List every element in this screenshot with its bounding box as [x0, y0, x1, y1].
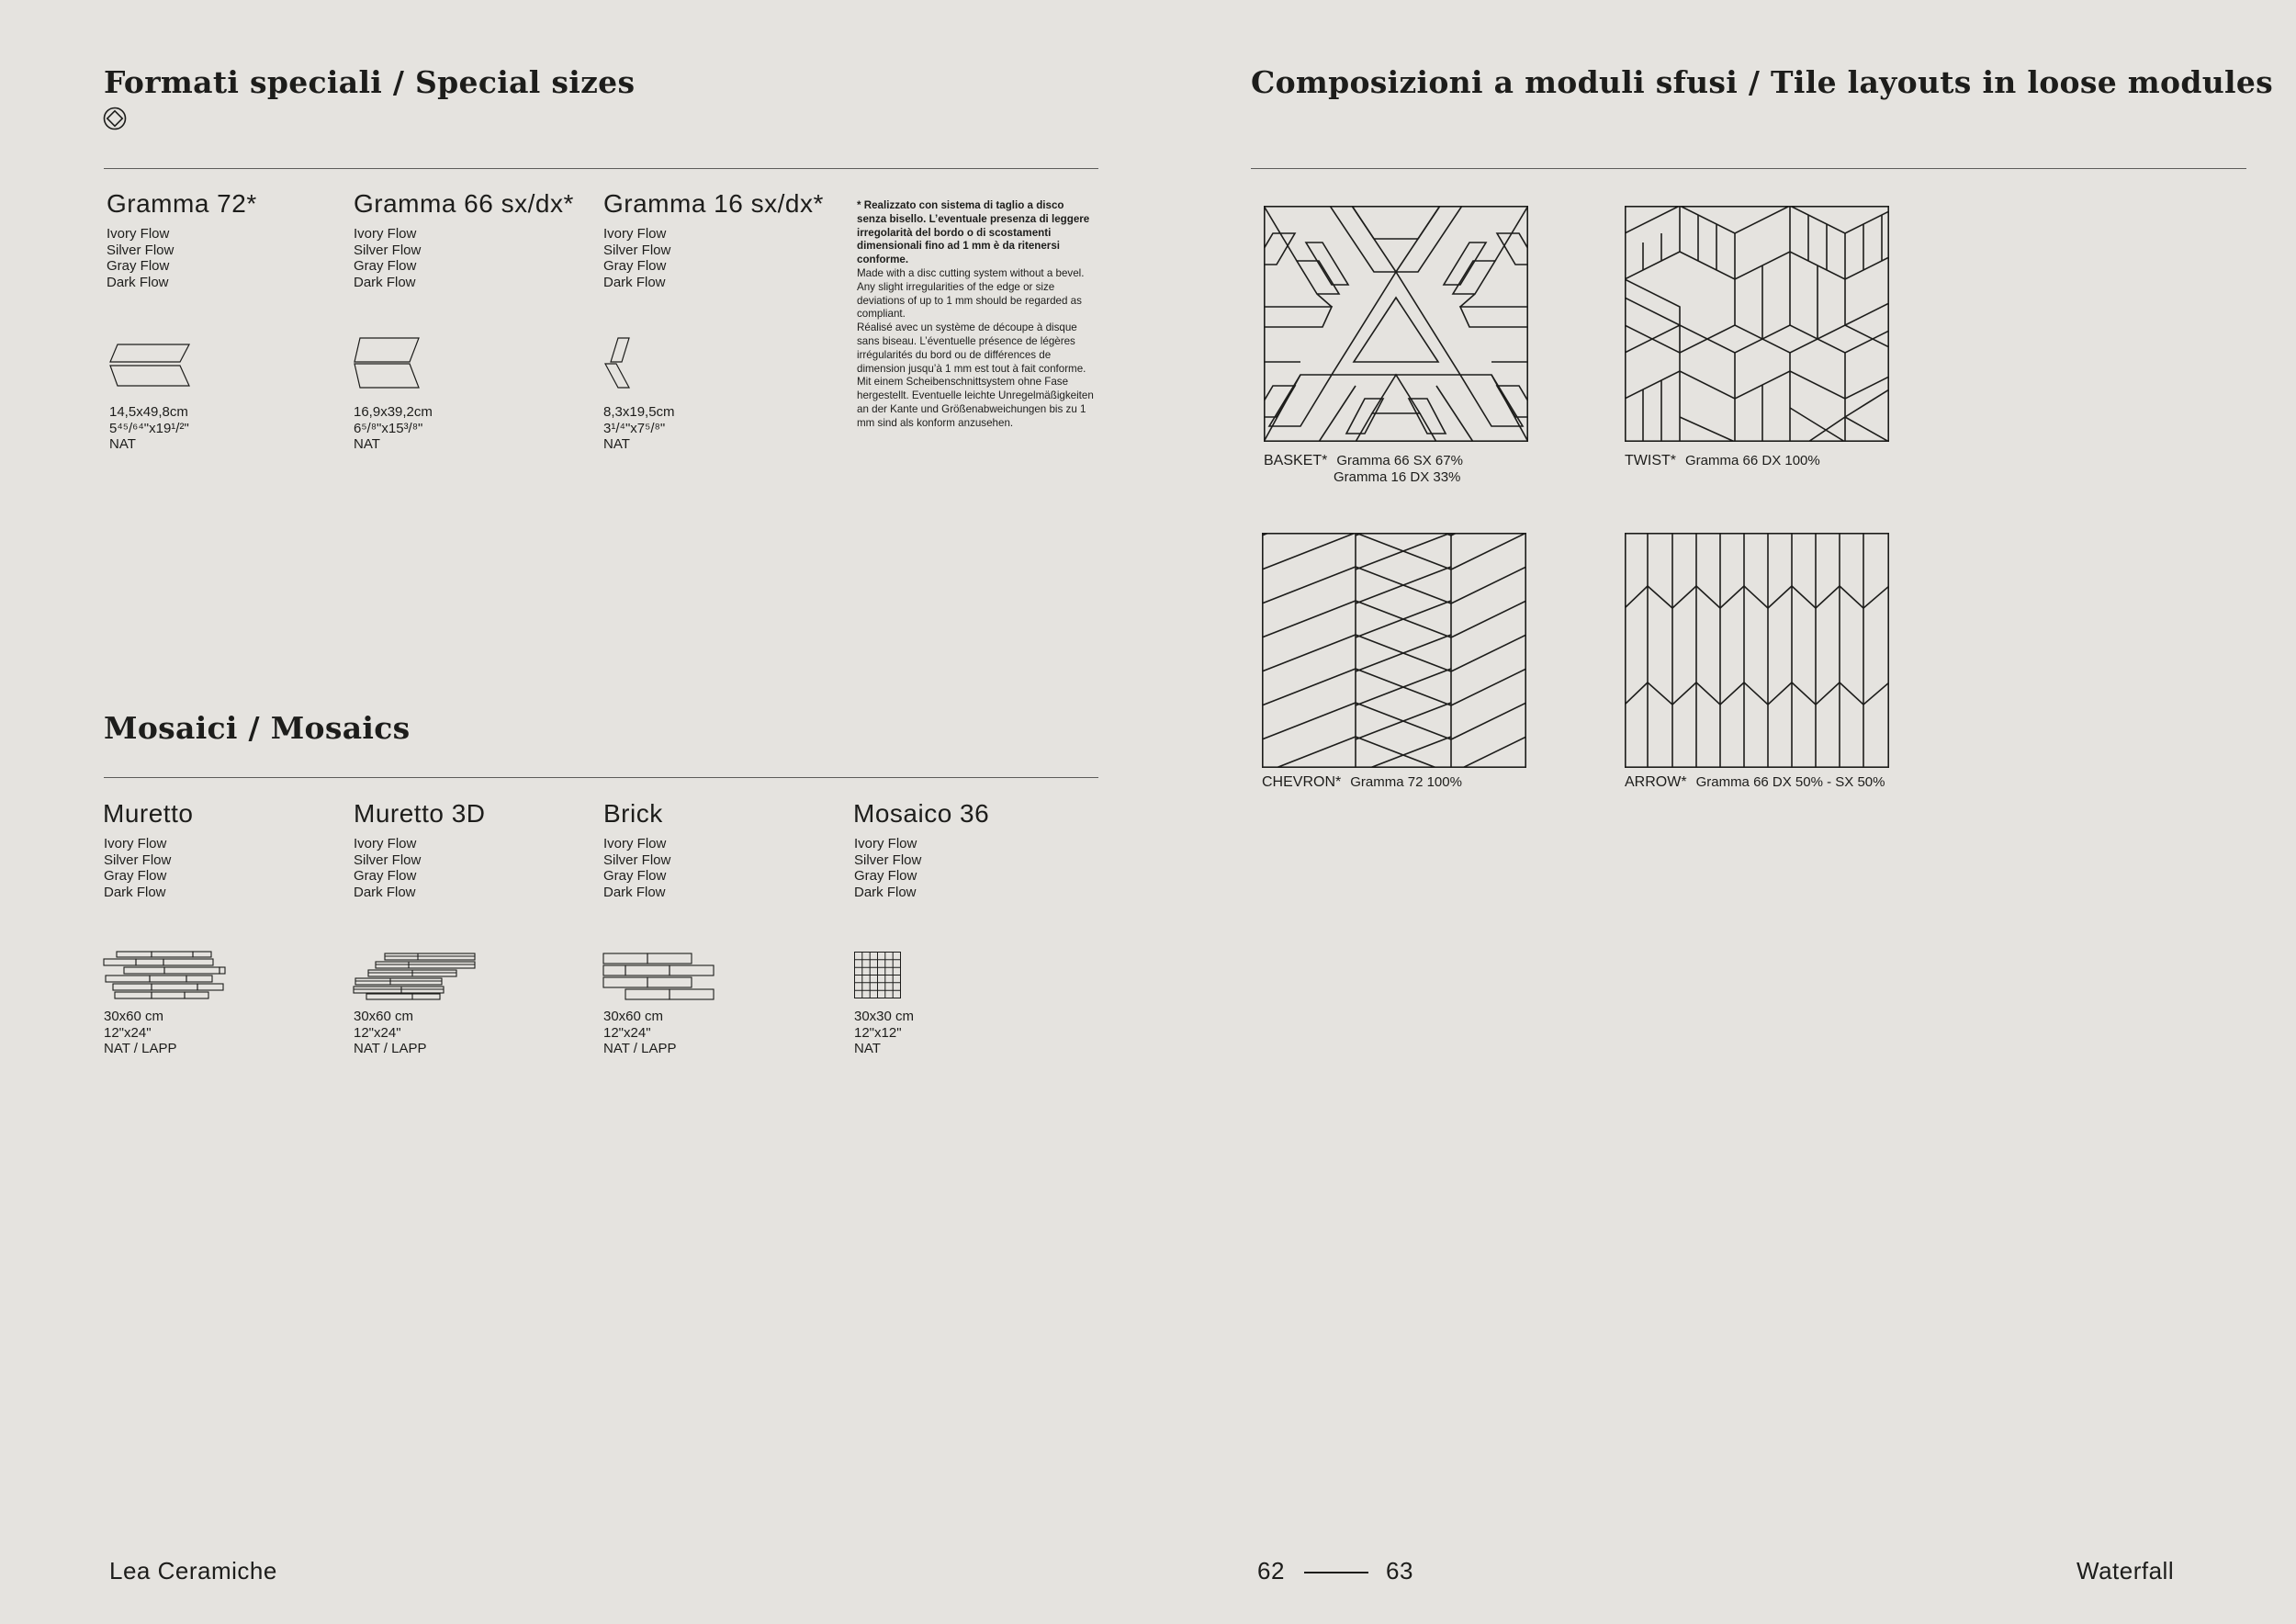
tile-shape-icon — [108, 342, 191, 389]
chevron-line — [1262, 839, 1356, 875]
arrow-zigzag — [1672, 586, 1696, 608]
layout-desc: Gramma 66 DX 100% — [1685, 453, 1820, 468]
dimensions — [603, 404, 675, 453]
dimensions — [354, 1009, 426, 1057]
arrow-caption — [1625, 774, 1885, 791]
layout-desc: Gramma 66 SX 67% — [1336, 453, 1463, 468]
color-item: Silver Flow — [854, 851, 922, 868]
size-inch: 12"x24" — [603, 1024, 651, 1041]
tile-layouts-title: Composizioni a moduli sfusi / Tile layouts in loose modules — [1251, 64, 2273, 100]
basket-layout-pattern — [1264, 206, 1528, 442]
size-cm: 30x60 cm — [354, 1009, 414, 1024]
dimensions — [104, 1009, 176, 1057]
layout-label: TWIST* — [1625, 453, 1676, 468]
finish: NAT — [354, 436, 380, 452]
color-item: Ivory Flow — [354, 836, 417, 851]
brand-name: Lea Ceramiche — [109, 1557, 277, 1585]
product-name: Brick — [603, 799, 663, 828]
tile-layouts-rule — [1251, 168, 2246, 169]
chevron-line — [1451, 499, 1526, 536]
color-item: Dark Flow — [603, 274, 666, 290]
dimensions — [109, 404, 189, 453]
color-item: Silver Flow — [354, 851, 422, 868]
note-italian: * Realizzato con sistema di taglio a disco senza bisello. L’eventuale presenza di leggere irregolarità del bordo o di scostamenti dimensionali fino ad 1 mm è da ritenersi conforme. — [857, 199, 1090, 266]
cutting-note — [857, 199, 1096, 431]
chevron-line — [1262, 805, 1356, 841]
basket-caption — [1264, 453, 1463, 469]
color-item: Ivory Flow — [104, 836, 167, 851]
arrow-zigzag — [1648, 682, 1672, 705]
size-inch: 3¹/⁴"x7⁵/⁸" — [603, 420, 666, 436]
color-item: Gray Flow — [104, 868, 167, 884]
size-cm: 14,5x49,8cm — [109, 404, 188, 420]
chevron-line — [1451, 567, 1526, 603]
mosaics-title: Mosaici / Mosaics — [104, 710, 411, 746]
color-item: Gray Flow — [854, 868, 917, 884]
color-item: Gray Flow — [354, 258, 417, 274]
arrow-zigzag — [1840, 586, 1863, 608]
layout-desc: Gramma 72 100% — [1350, 774, 1462, 790]
size-inch: 12"x24" — [104, 1024, 152, 1041]
color-item: Silver Flow — [107, 242, 174, 258]
chevron-line — [1262, 601, 1356, 637]
size-cm: 30x60 cm — [104, 1009, 164, 1024]
chevron-line — [1451, 771, 1526, 807]
arrow-zigzag — [1625, 682, 1648, 705]
arrow-zigzag — [1768, 682, 1792, 705]
chevron-line — [1262, 703, 1356, 739]
layout-label: BASKET* — [1264, 453, 1328, 468]
arrow-zigzag — [1625, 586, 1648, 608]
arrow-zigzag — [1744, 682, 1768, 705]
product-name: Mosaico 36 — [853, 799, 990, 828]
page-number-divider — [1304, 1572, 1368, 1573]
arrow-zigzag — [1863, 586, 1889, 608]
chevron-line — [1262, 567, 1356, 603]
dimensions — [854, 1009, 914, 1057]
arrow-zigzag — [1816, 586, 1840, 608]
note-english: Made with a disc cutting system without a bevel. Any slight irregularities of the edge or size deviations of up to 1 mm should be regarded as compliant. — [857, 266, 1085, 321]
dimensions — [354, 404, 433, 453]
color-list — [107, 226, 174, 290]
color-item: Ivory Flow — [854, 836, 917, 851]
color-item: Dark Flow — [354, 274, 416, 290]
page-number-left: 62 — [1257, 1557, 1285, 1585]
color-item: Gray Flow — [107, 258, 170, 274]
color-item: Ivory Flow — [603, 226, 667, 242]
arrow-zigzag — [1696, 682, 1720, 705]
arrow-zigzag — [1840, 682, 1863, 705]
size-inch: 5⁴⁵/⁶⁴"x19¹/²" — [109, 420, 189, 436]
basket-caption-line2: Gramma 16 DX 33% — [1334, 469, 1461, 485]
color-item: Dark Flow — [107, 274, 169, 290]
tile-shape-icon — [353, 336, 422, 389]
arrow-zigzag — [1672, 682, 1696, 705]
collection-name: Waterfall — [2077, 1557, 2175, 1585]
diamond-icon — [103, 107, 127, 130]
chevron-line — [1356, 805, 1451, 841]
note-french: Réalisé avec un système de découpe à disque sans biseau. L’éventuelle présence de légères irrégularités du bord ou de différences de dimension jusqu’à 1 mm est tout à fait conforme. — [857, 321, 1086, 375]
chevron-layout-pattern — [1262, 533, 1526, 768]
size-cm: 8,3x19,5cm — [603, 404, 675, 420]
chevron-line — [1262, 669, 1356, 705]
twist-caption — [1625, 453, 1820, 469]
chevron-line — [1451, 533, 1526, 570]
arrow-zigzag — [1696, 586, 1720, 608]
product-name: Gramma 16 sx/dx* — [603, 189, 824, 218]
product-name: Gramma 72* — [107, 189, 257, 218]
color-list — [603, 226, 670, 290]
color-list — [354, 836, 421, 900]
color-list — [603, 836, 670, 900]
mosaics-rule — [104, 777, 1098, 778]
color-item: Gray Flow — [354, 868, 417, 884]
finish: NAT — [109, 436, 136, 452]
color-item: Dark Flow — [104, 884, 166, 900]
page-number-right: 63 — [1386, 1557, 1413, 1585]
size-cm: 16,9x39,2cm — [354, 404, 433, 420]
color-item: Gray Flow — [603, 868, 667, 884]
arrow-zigzag — [1863, 682, 1889, 705]
note-german: Mit einem Scheibenschnittsystem ohne Fase hergestellt. Eventuelle leichte Unregelmäßigkeiten an der Kante und Größenabweichungen bis zu 1 mm sind als konform anzusehen. — [857, 376, 1094, 429]
chevron-line — [1451, 805, 1526, 841]
chevron-line — [1451, 839, 1526, 875]
arrow-zigzag — [1816, 682, 1840, 705]
layout-desc: Gramma 66 DX 50% - SX 50% — [1695, 774, 1885, 790]
arrow-zigzag — [1648, 586, 1672, 608]
color-item: Silver Flow — [603, 851, 671, 868]
color-list — [104, 836, 171, 900]
special-sizes-rule — [104, 168, 1098, 169]
chevron-line — [1451, 465, 1526, 502]
arrow-zigzag — [1792, 586, 1816, 608]
color-item: Silver Flow — [603, 242, 671, 258]
arrow-zigzag — [1720, 586, 1744, 608]
chevron-line — [1451, 669, 1526, 705]
size-inch: 12"x24" — [354, 1024, 401, 1041]
color-item: Gray Flow — [603, 258, 667, 274]
arrow-zigzag — [1744, 586, 1768, 608]
color-item: Ivory Flow — [354, 226, 417, 242]
size-inch: 6⁵/⁸"x15³/⁸" — [354, 420, 423, 436]
size-cm: 30x60 cm — [603, 1009, 664, 1024]
finish: NAT — [854, 1041, 881, 1056]
color-item: Silver Flow — [104, 851, 172, 868]
finish: NAT / LAPP — [603, 1041, 677, 1056]
finish: NAT / LAPP — [104, 1041, 177, 1056]
tile-shape-icon — [603, 336, 635, 389]
product-name: Muretto 3D — [354, 799, 486, 828]
color-list — [854, 836, 921, 900]
arrow-layout-pattern — [1625, 533, 1889, 768]
arrow-zigzag — [1792, 682, 1816, 705]
muretto-pattern-icon — [104, 950, 226, 1001]
chevron-line — [1451, 703, 1526, 739]
chevron-line — [1356, 839, 1451, 875]
layout-label: ARROW* — [1625, 774, 1687, 790]
color-item: Dark Flow — [603, 884, 666, 900]
chevron-line — [1356, 839, 1451, 875]
color-item: Silver Flow — [354, 242, 422, 258]
special-sizes-title: Formati speciali / Special sizes — [104, 64, 636, 100]
product-name: Gramma 66 sx/dx* — [354, 189, 574, 218]
color-item: Ivory Flow — [107, 226, 170, 242]
chevron-line — [1451, 635, 1526, 671]
twist-layout-pattern — [1625, 206, 1889, 442]
chevron-line — [1451, 601, 1526, 637]
arrow-zigzag — [1720, 682, 1744, 705]
size-inch: 12"x12" — [854, 1024, 902, 1041]
chevron-line — [1356, 499, 1451, 536]
color-item: Dark Flow — [354, 884, 416, 900]
chevron-line — [1262, 533, 1356, 570]
product-name: Muretto — [103, 799, 194, 828]
chevron-line — [1262, 499, 1356, 536]
color-item: Ivory Flow — [603, 836, 667, 851]
size-cm: 30x30 cm — [854, 1009, 915, 1024]
finish: NAT — [603, 436, 630, 452]
dimensions — [603, 1009, 676, 1057]
grid-mosaic-icon — [854, 952, 902, 999]
chevron-caption — [1262, 774, 1462, 791]
color-item: Dark Flow — [854, 884, 917, 900]
chevron-line — [1356, 499, 1451, 536]
arrow-zigzag — [1768, 586, 1792, 608]
color-list — [354, 226, 421, 290]
brick-pattern-icon — [603, 953, 715, 1000]
muretto-3d-pattern-icon — [354, 952, 477, 1001]
chevron-line — [1262, 635, 1356, 671]
chevron-line — [1356, 805, 1451, 841]
finish: NAT / LAPP — [354, 1041, 427, 1056]
layout-label: CHEVRON* — [1262, 774, 1342, 790]
